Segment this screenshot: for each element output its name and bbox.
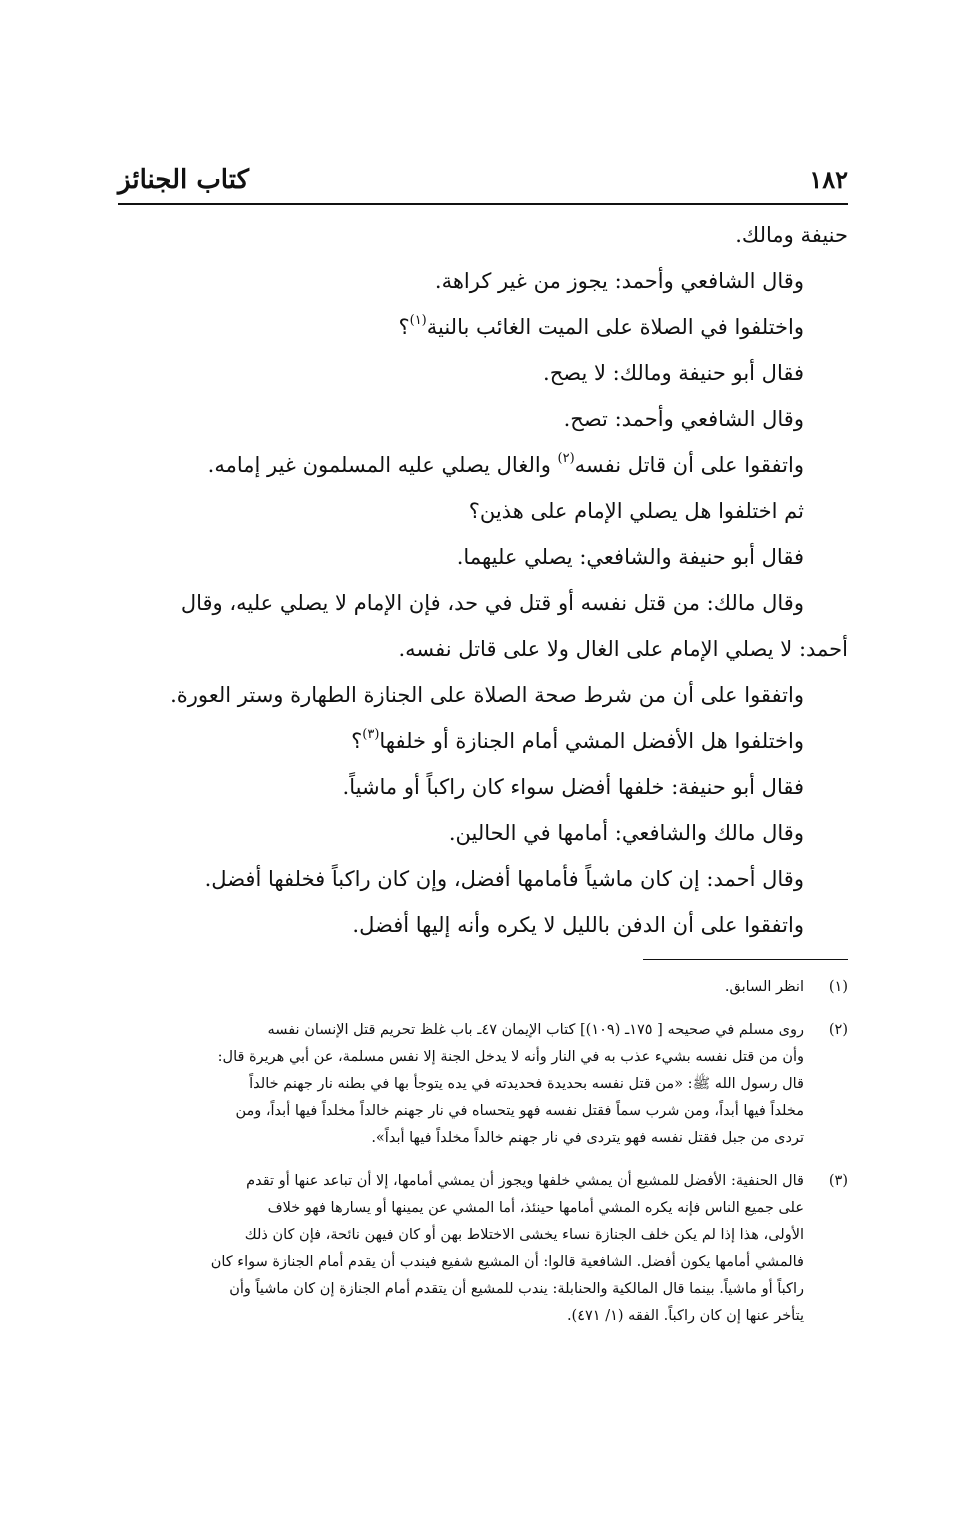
- main-text: [118, 212, 848, 948]
- footnote-line: يتأخر عنها إن كان راكباً. الفقه (١/ ٤٧١).: [566, 1308, 804, 1324]
- text-line: وقال مالك: من قتل نفسه أو قتل في حد، فإن الإمام لا يصلي عليه، وقال: [180, 591, 804, 615]
- page-header: [118, 163, 848, 205]
- text-line: أحمد: لا يصلي الإمام على الغال ولا على قاتل نفسه.: [398, 637, 848, 661]
- footnote-ref[interactable]: (١): [409, 313, 427, 328]
- text-line: وقال مالك والشافعي: أمامها في الحالين.: [448, 821, 804, 845]
- text-line: فقال أبو حنيفة ومالك: لا يصح.: [543, 361, 804, 385]
- footnote-line: قال رسول الله ﷺ: «من قتل نفسه بحديدة فحديدته في يده يتوجأ بها في بطنه نار جهنم خالداً: [249, 1076, 804, 1092]
- text-line: واتفقوا على أن من شرط صحة الصلاة على الجنازة الطهارة وستر العورة.: [170, 683, 804, 707]
- page-title: كتاب الجنائز: [118, 165, 249, 195]
- text-line: [118, 718, 848, 764]
- footnote-line: على جميع الناس فإنه يكره المشي أمامها حينئذ، أما المشي عن يمينها أو يسارها فهو خلاف: [267, 1200, 804, 1216]
- footnote: [118, 1017, 848, 1152]
- footnote-line: تردى من جبل فقتل نفسه فهو يتردى في نار جهنم خالداً مخلداً فيها أبداً».: [371, 1130, 804, 1146]
- text-run: واتفقوا على أن قاتل نفسه: [574, 453, 804, 477]
- text-line: فقال أبو حنيفة: خلفها أفضل سواء كان راكباً أو ماشياً.: [342, 775, 804, 799]
- footnote-text: [118, 974, 804, 1001]
- footnote-number: (٢): [828, 1022, 848, 1038]
- text-line: وقال الشافعي وأحمد: يجوز من غير كراهة.: [434, 269, 804, 293]
- footnote-line: الأولى، هذا إذا لم يكن خلف الجنازة نساء يخشى الاختلاط بهن أو كان فيهن نائحة، فإن كان ذلك: [244, 1227, 804, 1243]
- footnote-ref[interactable]: (٣): [362, 727, 380, 742]
- text-line: فقال أبو حنيفة والشافعي: يصلي عليهما.: [456, 545, 804, 569]
- footnotes: [118, 974, 848, 1346]
- text-run: واختلفوا هل الأفضل المشي أمام الجنازة أو خلفها: [379, 729, 804, 753]
- footnote-number: (٣): [828, 1173, 848, 1189]
- footnote: [118, 1168, 848, 1330]
- text-run: والغال يصلي عليه المسلمون غير إمامه.: [207, 453, 558, 477]
- text-line: واتفقوا على أن الدفن بالليل لا يكره وأنه إليها أفضل.: [352, 913, 804, 937]
- text-line: وقال الشافعي وأحمد: تصح.: [563, 407, 804, 431]
- footnote-divider: [643, 959, 848, 960]
- text-run: ؟: [351, 729, 363, 753]
- text-line: حنيفة ومالك.: [735, 223, 848, 247]
- footnote-line: وأن من قتل نفسه بشيء عذب به في النار وأنه لا يدخل الجنة إلا نفس مسلمة، عن أبي هريرة قال:: [217, 1049, 804, 1065]
- footnote-line: فالمشي أمامها يكون أفضل. الشافعية قالوا: أن المشيع شفيع فيندب أن يقدم أمام الجنازة سواء كان: [210, 1254, 804, 1270]
- footnote-line: مخلداً فيها أبداً، ومن شرب سماً فقتل نفسه فهو يتحساه في نار جهنم خالداً مخلداً فيها أبداً، ومن: [235, 1103, 804, 1119]
- footnote-line: راكباً أو ماشياً. بينما قال المالكية والحنابلة: يندب للمشيع أن يتقدم أمام الجنازة إن كان ماشياً وأن: [229, 1281, 804, 1297]
- footnote-line: قال الحنفية: الأفضل للمشيع أن يمشي خلفها ويجوز أن يمشي أمامها، إلا أن تباعد عنها أو تقدم: [246, 1173, 804, 1189]
- text-line: [118, 304, 848, 350]
- footnote-text: [118, 1168, 804, 1330]
- footnote-number: (١): [828, 979, 848, 995]
- footnote: [118, 974, 848, 1001]
- footnote-text: [118, 1017, 804, 1152]
- text-run: واختلفوا في الصلاة على الميت الغائب بالنية: [426, 315, 804, 339]
- page-number: ١٨٢: [809, 165, 848, 194]
- text-run: ؟: [398, 315, 410, 339]
- text-line: وقال أحمد: إن كان ماشياً فأمامها أفضل، وإن كان راكباً فخلفها أفضل.: [204, 867, 804, 891]
- text-line: ثم اختلفوا هل يصلي الإمام على هذين؟: [468, 499, 804, 523]
- footnote-line: روى مسلم في صحيحه [ ١٧٥ـ (١٠٩)] كتاب الإيمان ٤٧ـ باب غلظ تحريم قتل الإنسان نفسه: [267, 1022, 804, 1038]
- text-line: [118, 442, 848, 488]
- footnote-ref[interactable]: (٢): [557, 451, 575, 466]
- footnote-line: انظر السابق.: [724, 979, 804, 995]
